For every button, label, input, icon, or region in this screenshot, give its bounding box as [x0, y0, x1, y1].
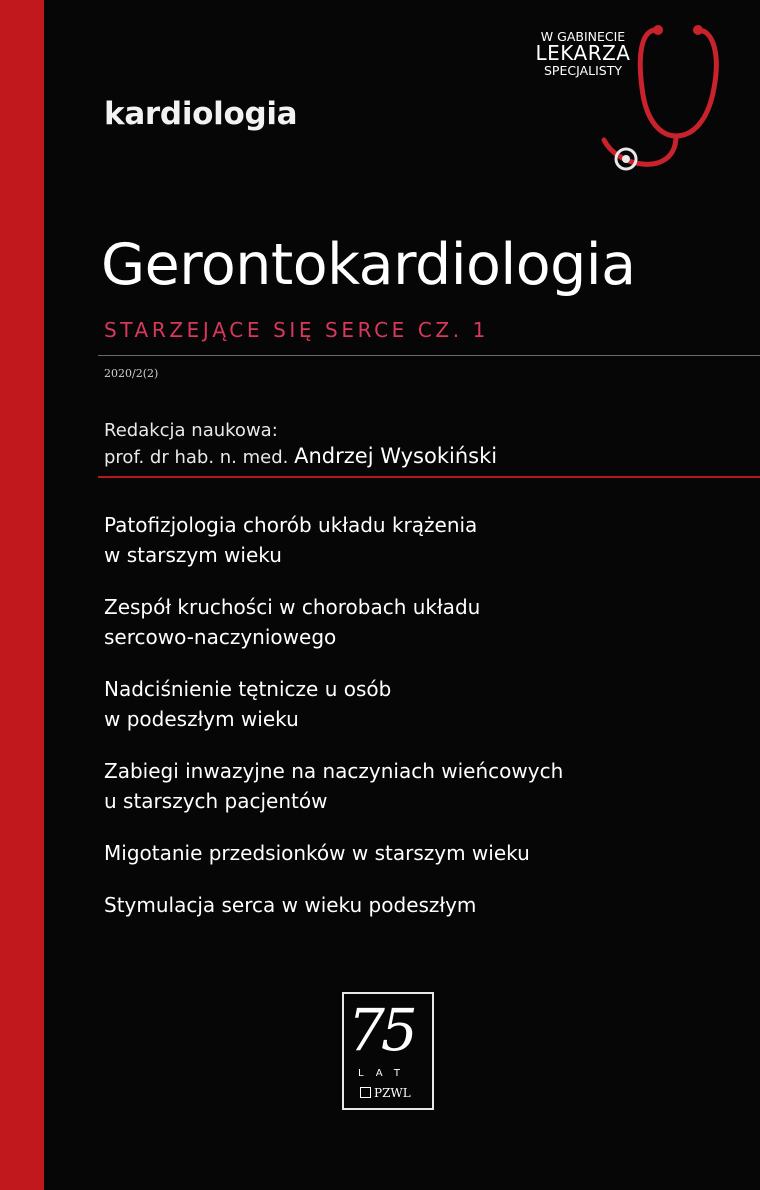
topic-list — [104, 510, 724, 942]
category-label: kardiologia — [104, 96, 298, 132]
topic-item: Stymulacja serca w wieku podeszłym — [104, 893, 477, 917]
anniversary-logo — [342, 992, 436, 1110]
anniversary-label: LAT — [358, 1068, 412, 1079]
topic-item: Zabiegi inwazyjne na naczyniach wieńcowych u starszych pacjentów — [104, 759, 564, 813]
series-line-3: SPECJALISTY — [544, 63, 622, 79]
stethoscope-icon — [580, 18, 730, 188]
anniversary-number: 75 — [348, 996, 414, 1064]
issue-number: 2020/2(2) — [104, 367, 159, 380]
red-spine-band — [0, 0, 44, 1190]
book-title: Gerontokardiologia — [101, 232, 636, 298]
series-line-1: W GABINECIE — [540, 29, 626, 44]
editor-label: Redakcja naukowa: — [104, 420, 278, 441]
divider — [98, 355, 760, 356]
topic-item: Migotanie przedsionków w starszym wieku — [104, 841, 530, 865]
editor-line — [104, 444, 497, 468]
publisher-name: PZWL — [374, 1086, 411, 1100]
red-divider — [98, 476, 760, 478]
publisher-logo — [360, 1086, 411, 1100]
publisher-mark-icon — [360, 1087, 371, 1098]
topic-item: Zespół kruchości w chorobach układu sercowo-naczyniowego — [104, 595, 481, 649]
topic-item: Patofizjologia chorób układu krążenia w starszym wieku — [104, 513, 478, 567]
editor-name: Andrzej Wysokiński — [294, 444, 498, 468]
book-subtitle: STARZEJĄCE SIĘ SERCE CZ. 1 — [104, 318, 489, 342]
series-line-2: LEKARZA — [535, 41, 631, 66]
editor-title: prof. dr hab. n. med. — [104, 447, 289, 468]
topic-item: Nadciśnienie tętnicze u osób w podeszłym wieku — [104, 677, 392, 731]
